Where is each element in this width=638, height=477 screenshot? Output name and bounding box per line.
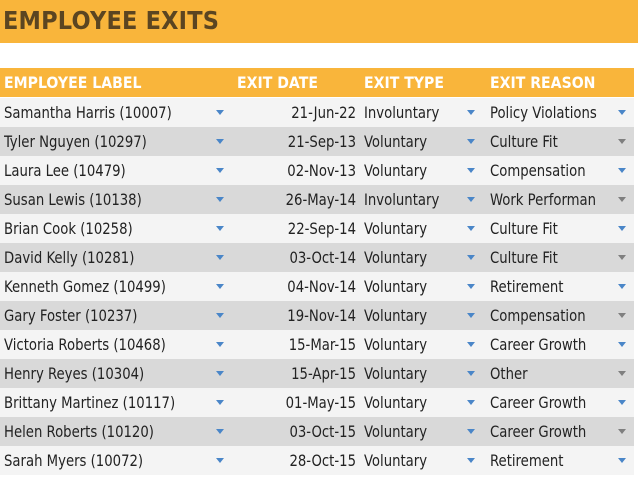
exit-reason-dropdown-chevron-down-icon[interactable] — [618, 400, 626, 405]
page-title: EMPLOYEE EXITS — [3, 6, 220, 35]
exit-reason-cell[interactable]: Policy Violations — [490, 103, 597, 122]
exit-type-cell[interactable]: Voluntary — [364, 422, 428, 441]
exit-reason-dropdown-chevron-down-icon[interactable] — [618, 168, 626, 173]
exit-type-cell[interactable]: Voluntary — [364, 393, 428, 412]
exit-reason-cell[interactable]: Culture Fit — [490, 219, 558, 238]
exit-type-dropdown-chevron-down-icon[interactable] — [467, 429, 475, 434]
employee-label-cell[interactable]: David Kelly (10281) — [4, 248, 135, 267]
exit-date-cell[interactable]: 19-Nov-14 — [287, 306, 356, 325]
employee-label-dropdown-chevron-down-icon[interactable] — [216, 284, 224, 289]
employee-label-dropdown-chevron-down-icon[interactable] — [216, 371, 224, 376]
exit-type-cell[interactable]: Voluntary — [364, 364, 428, 383]
exit-reason-dropdown-chevron-down-icon[interactable] — [618, 255, 626, 260]
table-row — [0, 243, 634, 272]
exit-date-cell[interactable]: 04-Nov-14 — [287, 277, 356, 296]
exit-type-cell[interactable]: Voluntary — [364, 277, 428, 296]
exit-type-dropdown-chevron-down-icon[interactable] — [467, 342, 475, 347]
employee-label-cell[interactable]: Samantha Harris (10007) — [4, 103, 172, 122]
employee-label-dropdown-chevron-down-icon[interactable] — [216, 197, 224, 202]
exit-type-cell[interactable]: Voluntary — [364, 335, 428, 354]
exit-date-cell[interactable]: 03-Oct-14 — [289, 248, 356, 267]
table-row — [0, 127, 634, 156]
exit-reason-cell[interactable]: Work Performan — [490, 190, 597, 209]
employee-label-dropdown-chevron-down-icon[interactable] — [216, 139, 224, 144]
exit-type-dropdown-chevron-down-icon[interactable] — [467, 139, 475, 144]
exit-date-cell[interactable]: 28-Oct-15 — [289, 451, 356, 470]
exit-reason-dropdown-chevron-down-icon[interactable] — [618, 197, 626, 202]
table-row — [0, 417, 634, 446]
exit-reason-cell[interactable]: Other — [490, 364, 528, 383]
exit-date-cell[interactable]: 21-Sep-13 — [287, 132, 356, 151]
exit-type-cell[interactable]: Involuntary — [364, 190, 440, 209]
exit-reason-dropdown-chevron-down-icon[interactable] — [618, 342, 626, 347]
exit-reason-cell[interactable]: Career Growth — [490, 393, 587, 412]
employee-label-cell[interactable]: Susan Lewis (10138) — [4, 190, 142, 209]
table-row — [0, 301, 634, 330]
exit-date-cell[interactable]: 03-Oct-15 — [289, 422, 356, 441]
table-row — [0, 446, 634, 475]
employee-label-dropdown-chevron-down-icon[interactable] — [216, 168, 224, 173]
table-row — [0, 156, 634, 185]
exit-reason-cell[interactable]: Career Growth — [490, 335, 587, 354]
table-row — [0, 272, 634, 301]
exit-date-cell[interactable]: 26-May-14 — [285, 190, 356, 209]
table-header — [0, 68, 634, 98]
employee-label-cell[interactable]: Helen Roberts (10120) — [4, 422, 154, 441]
exit-reason-dropdown-chevron-down-icon[interactable] — [618, 371, 626, 376]
exit-reason-dropdown-chevron-down-icon[interactable] — [618, 284, 626, 289]
header-exit-type: EXIT TYPE — [364, 73, 444, 92]
exit-reason-dropdown-chevron-down-icon[interactable] — [618, 110, 626, 115]
exit-reason-dropdown-chevron-down-icon[interactable] — [618, 458, 626, 463]
exit-reason-dropdown-chevron-down-icon[interactable] — [618, 313, 626, 318]
employee-label-cell[interactable]: Sarah Myers (10072) — [4, 451, 144, 470]
exit-type-cell[interactable]: Involuntary — [364, 103, 440, 122]
exit-type-dropdown-chevron-down-icon[interactable] — [467, 226, 475, 231]
employee-label-cell[interactable]: Henry Reyes (10304) — [4, 364, 145, 383]
employee-label-dropdown-chevron-down-icon[interactable] — [216, 342, 224, 347]
table-row — [0, 359, 634, 388]
exit-type-dropdown-chevron-down-icon[interactable] — [467, 371, 475, 376]
exit-type-dropdown-chevron-down-icon[interactable] — [467, 255, 475, 260]
header-exit-date: EXIT DATE — [237, 73, 318, 92]
header-exit-reason: EXIT REASON — [490, 73, 596, 92]
exit-type-cell[interactable]: Voluntary — [364, 132, 428, 151]
exit-type-cell[interactable]: Voluntary — [364, 248, 428, 267]
exit-reason-cell[interactable]: Career Growth — [490, 422, 587, 441]
employee-label-cell[interactable]: Brittany Martinez (10117) — [4, 393, 176, 412]
exit-date-cell[interactable]: 22-Sep-14 — [287, 219, 356, 238]
exit-type-dropdown-chevron-down-icon[interactable] — [467, 168, 475, 173]
table-row — [0, 98, 634, 127]
table-row — [0, 330, 634, 359]
exit-type-cell[interactable]: Voluntary — [364, 451, 428, 470]
table-row — [0, 388, 634, 417]
exit-date-cell[interactable]: 21-Jun-22 — [291, 103, 356, 122]
exit-type-dropdown-chevron-down-icon[interactable] — [467, 110, 475, 115]
exit-type-dropdown-chevron-down-icon[interactable] — [467, 458, 475, 463]
employee-label-cell[interactable]: Laura Lee (10479) — [4, 161, 126, 180]
employee-label-dropdown-chevron-down-icon[interactable] — [216, 429, 224, 434]
table-row — [0, 214, 634, 243]
exit-type-dropdown-chevron-down-icon[interactable] — [467, 400, 475, 405]
employee-label-cell[interactable]: Kenneth Gomez (10499) — [4, 277, 166, 296]
employee-label-dropdown-chevron-down-icon[interactable] — [216, 313, 224, 318]
exit-type-cell[interactable]: Voluntary — [364, 161, 428, 180]
exit-reason-dropdown-chevron-down-icon[interactable] — [618, 139, 626, 144]
employee-label-dropdown-chevron-down-icon[interactable] — [216, 226, 224, 231]
exit-date-cell[interactable]: 02-Nov-13 — [287, 161, 356, 180]
employee-label-cell[interactable]: Gary Foster (10237) — [4, 306, 138, 325]
right-edge — [634, 68, 638, 477]
exit-reason-cell[interactable]: Culture Fit — [490, 248, 558, 267]
employee-label-dropdown-chevron-down-icon[interactable] — [216, 400, 224, 405]
table-row — [0, 185, 634, 214]
exit-reason-dropdown-chevron-down-icon[interactable] — [618, 429, 626, 434]
title-bar — [0, 0, 638, 43]
employee-label-cell[interactable]: Victoria Roberts (10468) — [4, 335, 166, 354]
employee-label-cell[interactable]: Brian Cook (10258) — [4, 219, 133, 238]
exit-type-cell[interactable]: Voluntary — [364, 306, 428, 325]
exit-reason-cell[interactable]: Retirement — [490, 451, 564, 470]
exit-reason-cell[interactable]: Retirement — [490, 277, 564, 296]
exit-type-dropdown-chevron-down-icon[interactable] — [467, 284, 475, 289]
exit-reason-cell[interactable]: Compensation — [490, 306, 586, 325]
exit-reason-cell[interactable]: Compensation — [490, 161, 586, 180]
exit-reason-dropdown-chevron-down-icon[interactable] — [618, 226, 626, 231]
exit-date-cell[interactable]: 01-May-15 — [285, 393, 356, 412]
exit-date-cell[interactable]: 15-Mar-15 — [288, 335, 356, 354]
employee-label-dropdown-chevron-down-icon[interactable] — [216, 110, 224, 115]
employee-label-dropdown-chevron-down-icon[interactable] — [216, 255, 224, 260]
exit-reason-cell[interactable]: Culture Fit — [490, 132, 558, 151]
exit-type-cell[interactable]: Voluntary — [364, 219, 428, 238]
exit-type-dropdown-chevron-down-icon[interactable] — [467, 197, 475, 202]
exit-date-cell[interactable]: 15-Apr-15 — [291, 364, 356, 383]
header-employee-label: EMPLOYEE LABEL — [4, 73, 142, 92]
employee-label-cell[interactable]: Tyler Nguyen (10297) — [4, 132, 147, 151]
spacer — [0, 43, 638, 68]
employee-label-dropdown-chevron-down-icon[interactable] — [216, 458, 224, 463]
exit-type-dropdown-chevron-down-icon[interactable] — [467, 313, 475, 318]
